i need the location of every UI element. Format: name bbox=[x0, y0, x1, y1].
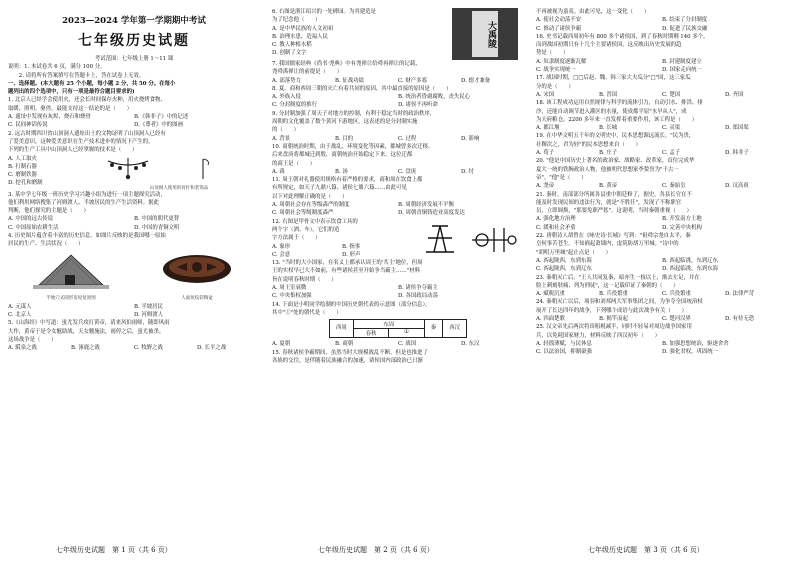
page-footer: 七年级历史试题 第 1 页（共 6 页） bbox=[56, 546, 172, 554]
question-text: 16. 史书记载西周初年有 800 多个诸侯国，到了春秋时期剩 140 多个， bbox=[536, 33, 709, 40]
option: D. 强化君权，巩固统一 bbox=[662, 349, 719, 356]
question-4 bbox=[8, 232, 260, 319]
question-text: 脸上刺刻肤痛，列为刑徒"，这一记载印证了秦朝的（ ） bbox=[536, 282, 679, 289]
question-text: 夏大一统的铁腕政治人物，他被明代思想家李贽誉为"千古一 bbox=[536, 166, 679, 173]
question-text: 为了纪念他（ ） bbox=[272, 17, 321, 24]
option: B. 指事 bbox=[342, 243, 361, 250]
question-text: 18. 该工程成功运用自然规律与科学的流体引力，自动引水、排洪、排 bbox=[536, 100, 703, 107]
timeline-cell: 西汉 bbox=[443, 319, 467, 338]
question-text: 判断，他们探究的主题是（ ） bbox=[8, 208, 89, 215]
option: C. 缓和社会矛盾 bbox=[536, 224, 576, 231]
option: B. 目的 bbox=[335, 135, 354, 142]
option: C. 牧野之战 bbox=[134, 345, 163, 352]
question-text: 19. 在中华文明五千年的文明史中，民本思想源远流长。"民为贵， bbox=[536, 133, 695, 140]
question-text: 大作，黄帝于是令女魃助战，天女魃施法，雨停之后，蚩尤被杀。 bbox=[8, 328, 165, 335]
question-11 bbox=[272, 176, 524, 217]
option: B. 半坡居民 bbox=[134, 303, 163, 310]
option: D. 汉高祖 bbox=[725, 183, 749, 190]
option: D. 完善中央机构 bbox=[662, 224, 702, 231]
option: D. 河姆渡人 bbox=[134, 311, 164, 318]
option: D. 周朝青铜铸造业高度发达 bbox=[398, 210, 465, 217]
section-heading: 题列出的四个选项中，只有一项是最符合题目要求的) bbox=[8, 89, 135, 96]
option: D. 韩非子 bbox=[725, 150, 749, 157]
timeline-cell: 秦 bbox=[425, 319, 443, 338]
question-text: 以下对此理解正确的是（ ） bbox=[272, 193, 348, 200]
question-text: 1. 北京人已经学会使用火，还会长时间保存火种，用火烧烤食物、 bbox=[8, 97, 166, 104]
exam-meta bbox=[8, 55, 260, 80]
page-footer: 七年级历史试题 第 2 页（共 6 页） bbox=[318, 546, 434, 554]
option: D. 中国的青铜文明 bbox=[134, 224, 180, 231]
option: C. 灵渠 bbox=[662, 125, 681, 132]
option: B. 黄帝 bbox=[599, 183, 618, 190]
option: A. 周朝社会存在等级森严的制度 bbox=[272, 202, 350, 209]
timeline-cell: 东周 bbox=[354, 320, 424, 329]
question-text: 下列的生产工具中山顶洞人已经掌握的技术是（ ） bbox=[8, 147, 138, 154]
bone-needle-ornaments-image bbox=[98, 155, 248, 181]
option: D. 纣 bbox=[461, 168, 474, 175]
question-text: 分的是（ ） bbox=[536, 83, 574, 90]
option: B. 长城 bbox=[599, 125, 618, 132]
option: A. 元谋人 bbox=[8, 303, 32, 310]
option: C. 中央集权加强 bbox=[272, 293, 312, 300]
option: D. 形声 bbox=[342, 251, 361, 258]
question-text: 24. 秦朝灭亡以后，项羽和刘邦两大军事集团之间，为争夺全国统治权 bbox=[536, 299, 703, 306]
option: A. 人工取火 bbox=[8, 155, 37, 162]
option: A. 夏朝 bbox=[272, 341, 291, 348]
option: C. 中国原始农耕生活 bbox=[8, 224, 59, 231]
question-text: 两个字（酒、车）。它们的造 bbox=[272, 226, 340, 233]
question-25 bbox=[536, 323, 788, 356]
oracle-bone-characters-image bbox=[412, 218, 522, 258]
option: D. 齐国 bbox=[725, 91, 744, 98]
question-text: 13. "当时的大小国家，在名义上都承认周王的'共主'地位，但周 bbox=[272, 260, 423, 267]
page-title: 七年级历史试题 bbox=[78, 33, 190, 49]
question-17 bbox=[536, 74, 788, 99]
question-text: 社稷次之，君为轻"的民本思想来自（ ） bbox=[536, 141, 641, 148]
column-page-1 bbox=[8, 8, 260, 526]
column-page-3 bbox=[536, 8, 788, 526]
question-text: 旨在说明春秋时期（ ） bbox=[272, 276, 337, 283]
section-heading: 一、选择题。(本大题有 25 个小题，每小题 2 分，共 50 分。在每小 bbox=[8, 80, 176, 87]
option: A. 是中华民族的人文初祖 bbox=[272, 25, 334, 32]
option: A. 中国的远古传说 bbox=[8, 216, 54, 223]
question-13 bbox=[272, 259, 524, 300]
option: D.《尊者》中的图画 bbox=[134, 122, 183, 129]
option: B. 周朝经济发展不平衡 bbox=[398, 202, 454, 209]
option: B. 开发南方土地 bbox=[662, 216, 702, 223]
question-text: 其中"①"处的朝代是（ ） bbox=[272, 309, 342, 316]
question-text: 15. 春秋诸侯争霸期间，虽然当时大规模战乱不断，但是也推进了 bbox=[272, 349, 428, 356]
timeline-cell: 春秋 bbox=[354, 329, 390, 337]
question-7 bbox=[272, 60, 524, 85]
question-20 bbox=[536, 157, 788, 190]
question-text: 后来盘庚将都城迁到殷，商朝统治开始稳定下来。这位迁都 bbox=[272, 152, 413, 159]
meta-line: 考试范围：七年级上册 1～11 课 bbox=[94, 56, 174, 62]
option: C. 以法治国，抑制豪强 bbox=[536, 349, 592, 356]
question-21 bbox=[536, 191, 788, 232]
question-text: 21. 秦时，南部部分所属各县重中朝廷修了，据史，各县长官在不 bbox=[536, 191, 692, 198]
option: A. 西起陇西，东到东海 bbox=[536, 257, 592, 264]
question-text: 25. 汉文帝先后两次将田租税减半，同时不轻易对周边战争国家用 bbox=[536, 324, 692, 331]
option: B. 打制石器 bbox=[8, 163, 37, 170]
question-text: 周朝的文化覆盖了数个黄河下游地区。这表述的是分封制实施 bbox=[272, 119, 418, 126]
option: D. 东汉 bbox=[461, 341, 480, 348]
option: A. 强化地方治理 bbox=[536, 216, 576, 223]
question-text: 10. 商朝统治时期，由于战乱、环境变化等因素，都城曾多次迁移。 bbox=[272, 143, 434, 150]
question-text: 12. 右图是甲骨文中表示饮食工具的 bbox=[272, 218, 358, 225]
option: B. 结束了分封制度 bbox=[662, 17, 708, 24]
option: A. 荀子 bbox=[536, 150, 555, 157]
option: D. 郑国渠 bbox=[725, 125, 749, 132]
option: D. 挖孔和磨制 bbox=[8, 180, 43, 187]
question-text: 员，立即调换，"那要免职严惩"。这说明，当时秦朝重视（ ） bbox=[536, 208, 692, 215]
option: B. 征战功绩 bbox=[335, 77, 364, 84]
option: A. 四面楚歌 bbox=[536, 315, 565, 322]
option: B. 揭竿而起 bbox=[599, 315, 628, 322]
question-text: 展开了长达四年的战争，下列哪个成语与此次战争有关（ ） bbox=[536, 307, 687, 314]
option: D. 西起临洮，东到东海 bbox=[662, 266, 719, 273]
option: C. 西起陇西，东到辽东 bbox=[536, 266, 592, 273]
option: B. 商朝 bbox=[335, 341, 354, 348]
option: A. 象形 bbox=[272, 243, 291, 250]
option: C. 民间神话传说 bbox=[8, 122, 48, 129]
option: C. 北京人 bbox=[8, 311, 32, 318]
question-15 bbox=[272, 349, 524, 366]
stele-inscription: 大禹陵 bbox=[472, 11, 498, 57]
option: C. 战国 bbox=[398, 341, 417, 348]
question-text: 的（ ） bbox=[272, 127, 299, 134]
option: B. 中国的朝代更替 bbox=[134, 216, 180, 223]
option: D. 长平之战 bbox=[197, 345, 227, 352]
question-24 bbox=[536, 298, 788, 323]
question-text: 11. 周王朝对礼器使用规格有着严格的要求，商和周在饮食上都 bbox=[272, 177, 423, 184]
option: C. 财产多寡 bbox=[398, 77, 427, 84]
option: A. 背景 bbox=[272, 135, 291, 142]
option: B. 统治者昏庸腐败，丧失民心 bbox=[398, 94, 471, 101]
option: A. 尧帝 bbox=[536, 183, 555, 190]
option: C. 教人种植水稻 bbox=[272, 42, 312, 49]
question-text: 8. 夏、商和西周三朝的灭亡有着共同的原因，其中最直接的原因是（ ） bbox=[272, 85, 452, 92]
yu-mausoleum-stele-image bbox=[452, 8, 518, 60]
question-8 bbox=[272, 85, 524, 110]
option: C. 分封制度的推行 bbox=[272, 102, 318, 109]
question-text: 不再被视为蛮夷。由此可见，这一变化（ ） bbox=[536, 9, 650, 15]
option: C. 秦始皇 bbox=[662, 183, 686, 190]
question-text: 而到战国初期只有十几个主要诸侯国，这反映出历史发展的趋 bbox=[536, 42, 682, 49]
question-text: 皇何事苦苍生。不知祸起萧墙内，虚筑防胡万里城。"诗中的 bbox=[536, 241, 679, 248]
question-text: 兵，以免耗国家财力，材料反映了西汉初年（ ） bbox=[536, 332, 660, 339]
question-text: 17. 战国时期，□□后赵、魏、韩三家大夫瓜分"□"国，这三家瓜 bbox=[536, 75, 691, 82]
option: A. 都江堰 bbox=[536, 125, 560, 132]
question-text: 7. 我国儒家经典《尚书·尧典》中有尧禅让给舜再禅让的记载， bbox=[272, 61, 421, 67]
image-caption: 人面鱼纹彩陶盆 bbox=[181, 295, 213, 301]
option: A. 周王室衰微 bbox=[272, 285, 307, 292]
question-text: 取暖、照明、驱兽，最能支持这一结论的是（ ） bbox=[8, 105, 132, 112]
question-text: 王的实权早已大不如前，有些诸侯甚至开始争当霸主……"材料 bbox=[272, 268, 421, 275]
option: B. 兵役繁重 bbox=[599, 291, 628, 298]
question-22 bbox=[536, 232, 788, 273]
question-text: 势是（ ） bbox=[536, 50, 569, 57]
question-text: "胡明万里城"起止点是（ ） bbox=[536, 249, 612, 256]
option: D. 影响 bbox=[461, 135, 480, 142]
meta-line: 2. 请将所有答案填写在答题卡上，答在试卷上无效。 bbox=[8, 72, 145, 79]
option: D. 各国政局动荡 bbox=[398, 293, 438, 300]
question-text: 有所规定，如天子九鼎八簋、诸侯七鼎六簋……由此可见 bbox=[272, 185, 407, 192]
option: A. 使社会动荡不安 bbox=[536, 17, 582, 24]
option: A. 禹 bbox=[272, 168, 285, 175]
question-12 bbox=[272, 218, 524, 259]
option: B. 封建制度建立 bbox=[662, 58, 702, 65]
option: D. 有恃无恐 bbox=[725, 315, 755, 322]
option: C. 孟子 bbox=[662, 150, 681, 157]
option: C. 楚河汉界 bbox=[662, 315, 691, 322]
option: D. 诸侯不再听命 bbox=[398, 102, 438, 109]
option: A. 阪泉之战 bbox=[8, 345, 37, 352]
fish-face-basin-image bbox=[157, 251, 237, 291]
option: B. 汤 bbox=[335, 168, 348, 175]
question-text: 4. 历史图片蕴含着丰富的历史信息。如图片反映的是我国哪一原始 bbox=[8, 233, 166, 240]
option: C. 盘庚 bbox=[398, 168, 417, 175]
question-text: 23. 秦朝灭亡后，"王人共同复秦，暗亦生一枝以上，渐去左足，并在 bbox=[536, 274, 700, 281]
question-5 bbox=[8, 319, 260, 352]
option: C. 兵役繁重 bbox=[662, 291, 691, 298]
option: C. 磨制铁器 bbox=[8, 172, 37, 179]
option: B. 晋国 bbox=[599, 91, 618, 98]
question-text: 他们利用网络搜集了河姆渡人、半坡居民的生产生活资料。据此 bbox=[8, 199, 159, 206]
option: B. 庄子 bbox=[599, 150, 618, 157]
option: A. 赋税沉重 bbox=[536, 291, 565, 298]
option: A. 奴隶制度逐渐瓦解 bbox=[536, 58, 587, 65]
option: A. 部落势力 bbox=[272, 77, 301, 84]
timeline-cell: 西周 bbox=[329, 319, 354, 338]
option: A. 轻徭薄赋，与民休息 bbox=[536, 340, 592, 347]
dynasty-timeline bbox=[272, 319, 524, 338]
question-15-continued bbox=[536, 8, 788, 33]
question-10 bbox=[272, 143, 524, 176]
question-1 bbox=[8, 96, 260, 129]
question-6 bbox=[272, 8, 524, 60]
question-text: 字方法属于（ ） bbox=[272, 235, 321, 242]
option: D. 德才兼备 bbox=[461, 77, 491, 84]
option: B. 西起临洮，东到辽东 bbox=[662, 257, 718, 264]
option: A. 遗址中发现有灰烬、烧石和烧骨 bbox=[8, 114, 91, 121]
question-text: 居民的生产、生活状况（ ） bbox=[8, 241, 84, 248]
option: D. 法律严苛 bbox=[725, 291, 755, 298]
option: B. 加强思想统治，驱逐舍舍 bbox=[662, 340, 729, 347]
option: B. 涿鹿之战 bbox=[71, 345, 100, 352]
question-9 bbox=[272, 110, 524, 143]
question-text: 2. 远古时期四川省山顶洞人遗址出土的文物证明了山顶洞人已经有 bbox=[8, 130, 166, 137]
question-text: 9. 分封制加强了周天子对地方的控制，有利于稳定当时的政治秩序， bbox=[272, 110, 436, 117]
question-3 bbox=[8, 191, 260, 232]
question-text: 这场战争是（ ） bbox=[8, 336, 57, 343]
question-16 bbox=[536, 33, 788, 74]
question-text: 5.《山海经》中写道：蚩尤发兵攻打黄帝，请来风伯雨师，随即风雨 bbox=[8, 320, 170, 327]
question-text: 各族的交往，是伴随着民族融合的加速，诸侯国内部政治已日渐 bbox=[272, 357, 423, 364]
question-14 bbox=[272, 301, 524, 349]
question-text: 的商王是（ ） bbox=[272, 160, 316, 167]
option: B. 治理水患，造福人民 bbox=[272, 33, 328, 40]
column-page-2 bbox=[272, 8, 524, 526]
option: D. 国家走向统一 bbox=[662, 67, 702, 74]
option: B. 诸侯争夺霸主 bbox=[398, 285, 438, 292]
option: C. 会意 bbox=[272, 251, 291, 258]
question-text: 14. 下面是小明同学绘制的中国历史朝代表的示意图（部分信息）， bbox=[272, 301, 431, 308]
question-text: 20. "他是中国历史上著名的政治家、战略家、改革家，首位完成华 bbox=[536, 158, 695, 165]
question-2 bbox=[8, 130, 260, 191]
option: C. 楚国 bbox=[662, 91, 681, 98]
question-text: 6. 右图是浙江绍兴的一处碑园。为其建造是 bbox=[272, 9, 376, 15]
question-text: 沙，还能自动调节进入灌区的水量，使成都平原"水旱从人"，成 bbox=[536, 108, 687, 115]
timeline-cell: ① bbox=[404, 329, 409, 336]
option: A. 外族入侵 bbox=[272, 94, 301, 101]
question-text: 了爱美意识，这种爱美意识在生产技术进步的情况下产生的， bbox=[8, 138, 154, 145]
option: C. 周朝社会等级制度森严 bbox=[272, 210, 334, 217]
question-18 bbox=[536, 99, 788, 132]
meta-line: 说明：1. 本试卷共 6 页，满分 100 分。 bbox=[8, 64, 106, 71]
question-23 bbox=[536, 274, 788, 299]
question-text: 尧舜禹禅让的前提是（ ） bbox=[272, 69, 343, 76]
image-caption: 半地穴式圆形房屋复原图 bbox=[46, 295, 96, 301]
question-text: 22. 唐朝诗人胡曾在《咏史诗·长城》写到："祖舜宗尧自太平，秦 bbox=[536, 233, 691, 240]
option: D. 创制了文字 bbox=[272, 50, 307, 57]
image-caption: 山顶洞人使用的骨针和装饰品 bbox=[149, 185, 209, 191]
page-footer: 七年级历史试题 第 3 页（共 6 页） bbox=[588, 546, 704, 554]
question-text: 3. 某中学七年级一班历史学习兴趣小组为进行一项主题探究活动， bbox=[8, 191, 166, 198]
question-text: 帝"。"他"是（ ） bbox=[536, 174, 587, 181]
option: B.《韩非子》中的记述 bbox=[134, 114, 189, 121]
question-text: 能及时发现民间的违法行为，就是"不胜任"，发现了不称职官 bbox=[536, 199, 682, 206]
question-19 bbox=[536, 132, 788, 157]
question-text: 为天府粮仓，2200 多年来一直发挥着重要作用，该工程是（ ） bbox=[536, 116, 697, 123]
option: D. 促进了民族交融 bbox=[662, 25, 708, 32]
exam-header: 2023—2024 学年第一学期期中考试 bbox=[62, 16, 206, 26]
semi-subterranean-house-image bbox=[31, 251, 111, 291]
option: C. 推动了诸侯争霸 bbox=[536, 25, 582, 32]
option: A. 宋国 bbox=[536, 91, 555, 98]
option: C. 过程 bbox=[398, 135, 417, 142]
option: C. 战争实现统一 bbox=[536, 67, 576, 74]
